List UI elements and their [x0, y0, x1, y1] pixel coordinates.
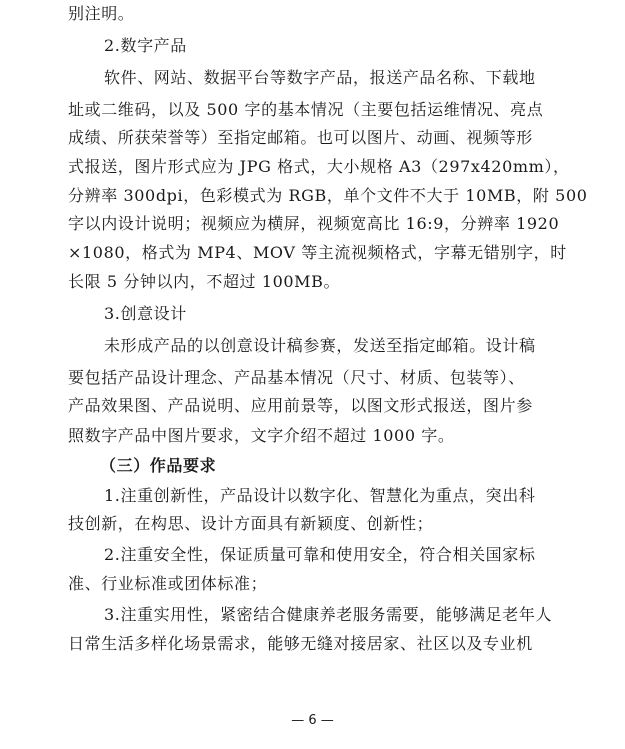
text-line: 字以内设计说明；视频应为横屏，视频宽高比 16:9，分辨率 1920 — [68, 214, 560, 233]
text-line: 照数字产品中图片要求，文字介绍不超过 1000 字。 — [68, 426, 455, 445]
text-line: 日常生活多样化场景需求，能够无缝对接居家、社区以及专业机 — [68, 634, 533, 653]
text-line: 式报送，图片形式应为 JPG 格式，大小规格 A3（297x420mm）， — [68, 157, 570, 176]
text-line: 3.注重实用性，紧密结合健康养老服务需要，能够满足老年人 — [104, 605, 553, 624]
text-line: 1.注重创新性，产品设计以数字化、智慧化为重点，突出科 — [104, 486, 536, 505]
text-line: 成绩、所获荣誉等）至指定邮箱。也可以图片、动画、视频等形 — [68, 128, 533, 147]
text-line: ×1080，格式为 MP4、MOV 等主流视频格式，字幕无错别字，时 — [68, 243, 567, 262]
text-line: 2.注重安全性，保证质量可靠和使用安全，符合相关国家标 — [104, 545, 536, 564]
section-heading-digital-products: 2.数字产品 — [104, 36, 187, 55]
text-line: 准、行业标准或团体标准； — [68, 574, 268, 593]
text-line: 长限 5 分钟以内，不超过 100MB。 — [68, 272, 341, 291]
section-heading-work-requirements: （三）作品要求 — [100, 456, 217, 475]
section-heading-creative-design: 3.创意设计 — [104, 304, 187, 323]
text-line: 产品效果图、产品说明、应用前景等，以图文形式报送，图片参 — [68, 396, 533, 415]
text-line: 要包括产品设计理念、产品基本情况（尺寸、材质、包装等）、 — [68, 368, 525, 387]
text-line: 别注明。 — [68, 4, 135, 23]
text-line: 址或二维码，以及 500 字的基本情况（主要包括运维情况、亮点 — [68, 100, 544, 119]
page-number: — 6 — — [291, 713, 334, 728]
text-line: 技创新，在构思、设计方面具有新颖度、创新性； — [68, 514, 434, 533]
text-line: 未形成产品的以创意设计稿参赛，发送至指定邮箱。设计稿 — [104, 336, 536, 355]
text-line: 分辨率 300dpi，色彩模式为 RGB，单个文件不大于 10MB，附 500 — [68, 186, 588, 205]
text-line: 软件、网站、数据平台等数字产品，报送产品名称、下载地 — [104, 68, 536, 87]
